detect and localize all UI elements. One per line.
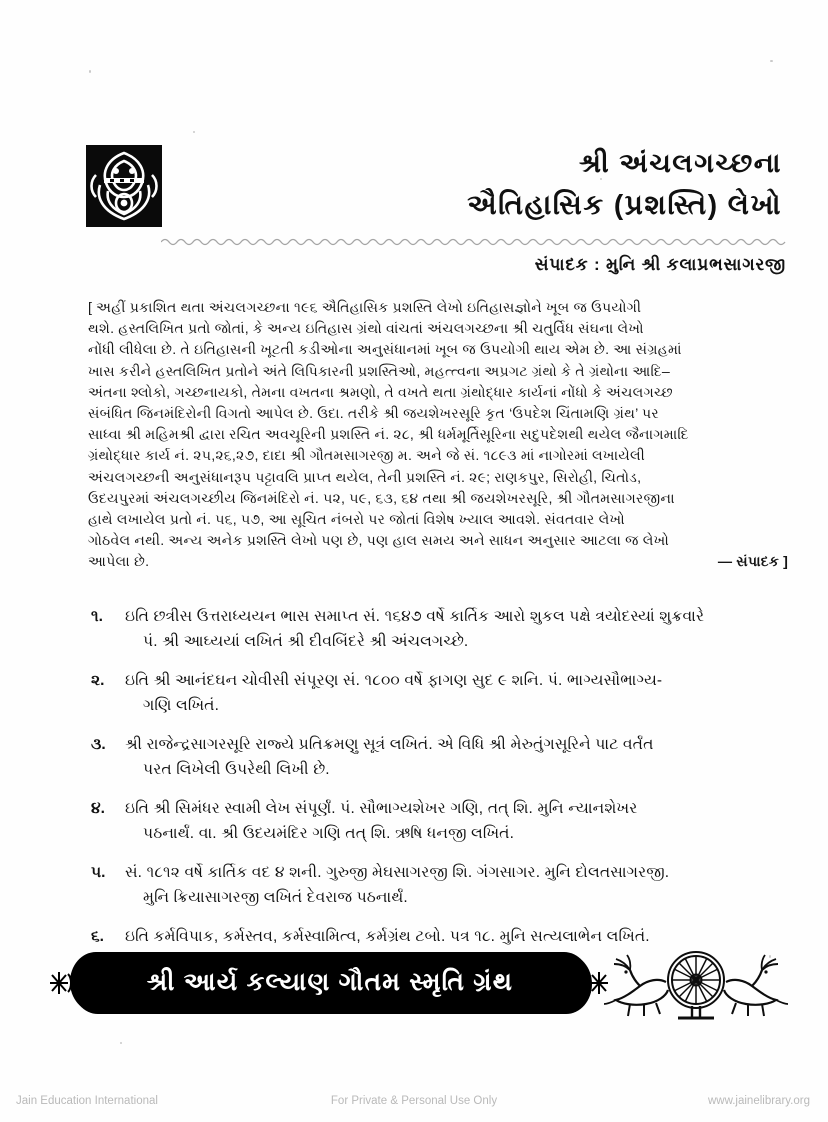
entry-number: ૫. xyxy=(91,864,106,881)
entry-body xyxy=(125,860,788,910)
entry-body xyxy=(125,732,788,782)
entry-line: પઠનાર્થં. વા. શ્રી ઉદયમંદિર ગણિ તત્ શિ. ઋષિ ધનજી લખિતં. xyxy=(143,825,515,842)
inscription-entry-list xyxy=(88,604,788,988)
entry-body xyxy=(125,796,788,846)
footer-center-notice: For Private & Personal Use Only xyxy=(330,1095,498,1107)
intro-line: ઉદયપુરમાં અંચલગચ્છીય જિનમંદિરો નં. ૫૨, ૫૯, ૬૩, ૬૪ તથા શ્રી જયશેખરસૂરિ, શ્રી ગૌતમસાગરજીના xyxy=(88,490,675,507)
intro-line: સાધ્વા શ્રી મહિમશ્રી દ્વારા રચિત અવચૂરિની પ્રશસ્તિ નં. ૨૮, શ્રી ધર્મમૂર્તિસૂરિના સદુપદેશથી થયેલ જૈનાગમાદિ xyxy=(88,427,689,444)
entry-line: ઇતિ છત્રીસ ઉત્તરાધ્યયન ભાસ સમાપ્ત સં. ૧૬૪૭ વર્ષે કાર્તિક આરો શુકલ પક્ષે ત્રયોદસ્યાં શુક્રવારે xyxy=(125,608,705,625)
jain-woodcut-ornament-icon xyxy=(86,145,162,227)
entry-line: ઇતિ કર્મવિપાક, કર્મસ્તવ, કર્મસ્વામિત્વ, કર્મગ્રંથ ટબો. પત્ર ૧૮. મુનિ સત્યલાભેન લખિતં. xyxy=(125,928,650,945)
editor-byline: સંપાદક : મુનિ શ્રી કલાપ્રભસાગરજી xyxy=(534,255,786,274)
entry-line: ગણિ લખિતં. xyxy=(143,697,220,714)
intro-paragraph xyxy=(88,298,788,574)
title-line-2: ઐતિહાસિક (પ્રશસ્તિ) લેખો xyxy=(467,189,782,220)
list-item xyxy=(88,860,788,910)
entry-line: ઇતિ શ્રી સિમંધર સ્વામી લેખ સંપૂર્ણં. પં. સૌભાગ્યશેખર ગણિ, તત્ શિ. મુનિ ન્યાનશેખર xyxy=(125,800,638,817)
intro-line: સંબંધિત જિનમંદિરોની વિગતો આપેલ છે. ઉદા. તરીકે શ્રી જયશેખરસૂરિ કૃત ‘ઉપદેશ ચિંતામણિ ગ્રંથ’ પર xyxy=(88,406,659,423)
scan-speckle xyxy=(89,70,91,73)
intro-last-line-text: આપેલા છે. xyxy=(88,554,150,571)
entry-line: સં. ૧૮૧૨ વર્ષે કાર્તિક વદ ૪ શની. ગુરુજી મેઘસાગરજી શિ. ગંગસાગર. મુનિ દોલતસાગરજી. xyxy=(125,864,670,881)
entry-line: મુનિ ક્રિયાસાગરજી લખિતં દેવરાજ પઠનાર્થં. xyxy=(143,889,408,906)
scan-speckle xyxy=(770,60,773,62)
editor-signoff: — સંપાદક ] xyxy=(717,554,788,571)
entry-line: શ્રી રાજેન્દ્રસાગરસૂરિ રાજ્યે પ્રતિક્રમણુ સૂત્રં લખિતં. એ વિધિ શ્રી મેરુતુંગસૂરિને પાટ વર્તંત xyxy=(125,736,654,753)
intro-last-line xyxy=(88,552,788,573)
footer-publisher: Jain Education International xyxy=(16,1095,158,1107)
scan-speckle xyxy=(120,1042,122,1044)
intro-line: ગોઠવેલ નથી. અન્ય અનેક પ્રશસ્તિ લેખો પણ છે, પણ હાલ સમય અને સાધન અનુસાર આટલા જ લેખો xyxy=(88,533,669,550)
intro-line: હાથે લખાયેલ પ્રતો નં. ૫૬, ૫૭, આ સૂચિત નંબરો પર જોતાં વિશેષ ખ્યાલ આવશે. સંવતવાર લેખો xyxy=(88,512,625,529)
scan-speckle xyxy=(769,955,771,958)
entry-body xyxy=(125,604,788,654)
list-item xyxy=(88,668,788,718)
entry-number: ૩. xyxy=(91,736,106,753)
list-item xyxy=(88,732,788,782)
entry-line: પરત લિખેલી ઉપરેથી લિખી છે. xyxy=(143,761,330,778)
bottom-banner xyxy=(52,946,792,1024)
intro-line: ખાસ કરીને હસ્તલિખિત પ્રતોને અંતે લિપિકારની પ્રશસ્તિઓ, મહત્ત્વના અપ્રગટ ગ્રંથો કે તે ગ્રંથોના આદિ– xyxy=(88,363,670,380)
title-line-1: શ્રી અંચલગચ્છના xyxy=(578,148,782,178)
banner-title: શ્રી આર્ય કલ્યાણ ગૌતમ સ્મૃતિ ગ્રંથ xyxy=(146,967,514,996)
entry-line: પં. શ્રી આઘ્યયાં લખિતં શ્રી દીવબિંદરે શ્રી અંચલગચ્છે. xyxy=(143,633,469,650)
page-title xyxy=(206,143,786,227)
scan-speckle xyxy=(193,131,195,133)
intro-line: ગ્રંથોદ્ધાર કાર્ય નં. ૨૫,૨૬,૨૭, દાદા શ્રી ગૌતમસાગરજી મ. અને જે સં. ૧૮૯૩ માં નાગોરમાં લખાયેલી xyxy=(88,448,645,465)
dharmachakra-with-deer-icon xyxy=(600,946,792,1024)
intro-line: [ અહીં પ્રકાશિત થતા અંચલગચ્છના ૧૯૬ ઐતિહાસિક પ્રશસ્તિ લેખો ઇતિહાસજ્ઞોને ખૂબ જ ઉપયોગી xyxy=(88,300,642,316)
wavy-rule-divider xyxy=(161,233,786,243)
asterisk-flourish-icon xyxy=(46,968,72,998)
entry-line: ઇતિ શ્રી આનંદઘન ચોવીસી સંપૂરણ સં. ૧૮૦૦ વર્ષે ફાગણ સુદ ૯ શનિ. પં. ભાગ્યસૌભાગ્ય- xyxy=(125,672,663,689)
list-item xyxy=(88,604,788,654)
entry-number: ૨. xyxy=(91,672,105,689)
intro-line: થશે. હસ્તલિખિત પ્રતો જોતાં, કે અન્ય ઇતિહાસ ગ્રંથો વાંચતાં અંચલગચ્છના શ્રી ચતુર્વિધ સંઘના લેખો xyxy=(88,321,644,338)
list-item xyxy=(88,796,788,846)
intro-line: અંતના શ્લોકો, ગચ્છનાયકો, તેમના વખતના શ્રમણો, તે વખતે થતા ગ્રંથોદ્ધાર કાર્યનાં નોંધો કે અંચલગચ્છ xyxy=(88,384,673,401)
scan-speckle xyxy=(600,178,602,180)
footer-website: www.jainelibrary.org xyxy=(707,1095,810,1107)
page-header xyxy=(86,143,786,293)
entry-body xyxy=(125,668,788,718)
entry-number: ૬. xyxy=(91,928,104,945)
entry-number: ૧. xyxy=(91,608,103,625)
page-footer xyxy=(0,1088,828,1114)
intro-line: અંચલગચ્છની અનુસંધાનરૂપ પટ્ટાવલિ પ્રાપ્ત થયેલ, તેની પ્રશસ્તિ નં. ૨૯; રાણકપુર, સિરોહી, ચિતોડ, xyxy=(88,469,642,486)
intro-line: નોંધી લીધેલા છે. તે ઇતિહાસની ખૂટતી કડીઓના અનુસંધાનમાં ખૂબ જ ઉપયોગી થાય એમ છે. આ સંગ્રહમાં xyxy=(88,342,682,359)
entry-number: ૪. xyxy=(91,800,105,817)
